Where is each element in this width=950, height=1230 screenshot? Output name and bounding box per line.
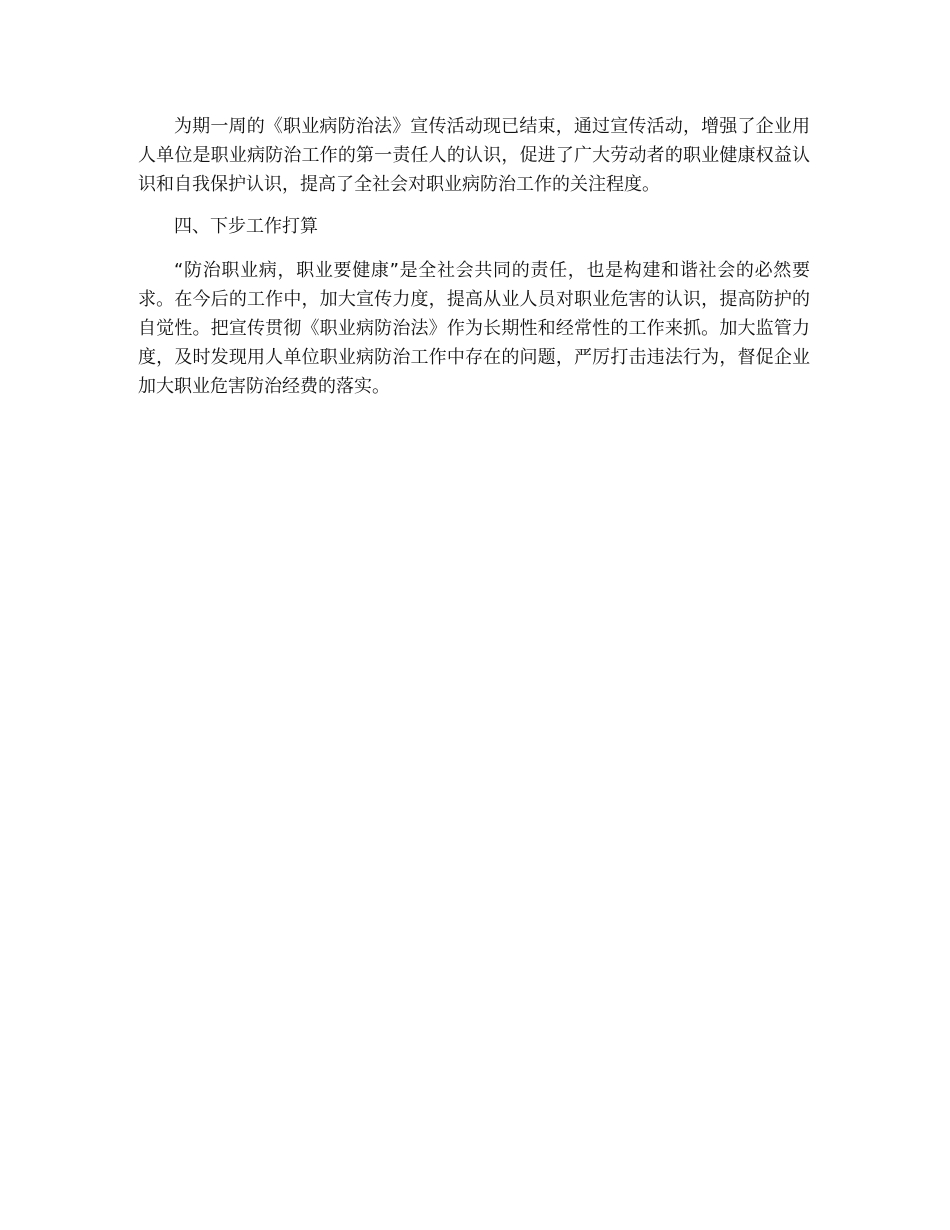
section-heading-next-steps: 四、下步工作打算	[174, 216, 318, 237]
paragraph-summary: 为期一周的《职业病防治法》宣传活动现已结束，通过宣传活动，增强了企业用人单位是职业病防治工作的第一责任人的认识，促进了广大劳动者的职业健康权益认识和自我保护认识，提高了全社会对职业病防治工作的关注程度。	[138, 116, 810, 195]
paragraph-next-steps: “防治职业病，职业要健康”是全社会共同的责任，也是构建和谐社会的必然要求。在今后的工作中，加大宣传力度，提高从业人员对职业危害的认识，提高防护的自觉性。把宣传贯彻《职业病防治法》作为长期性和经常性的工作来抓。加大监管力度，及时发现用人单位职业病防治工作中存在的问题，严厉打击违法行为，督促企业加大职业危害防治经费的落实。	[138, 260, 810, 397]
document-body	[138, 112, 810, 401]
